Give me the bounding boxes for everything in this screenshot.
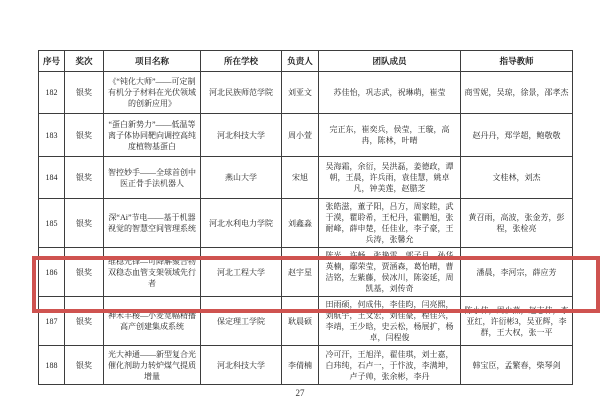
cell-team: 田雨硕，何成伟，李佳昀，闫亮熙，刘航宇，王文宏，刘佳豪，程佳兴，李靖，王少晗，史云松，杨展扩，杨卓，闫程俊 [319, 297, 461, 346]
cell-school: 河北民族师范学院 [201, 72, 282, 114]
header-leader: 负责人 [282, 51, 319, 72]
cell-leader: 刘鑫淼 [282, 199, 319, 248]
cell-award: 银奖 [65, 346, 104, 385]
cell-advisors: 黄召雨，高波，张金芳，彭程，张检亮 [461, 199, 573, 248]
cell-team: 冷可汗，王旭洋，翟佳琪，刘士嘉，白玮纯，石卢一，于忭波，李满坤，卢子帅，张余彬，李丹 [319, 346, 461, 385]
header-award: 奖次 [65, 51, 104, 72]
cell-advisors: 文桂林，刘杰 [461, 157, 573, 199]
cell-project: 神禾丰稷—小麦宽幅精播高产创建集成系统 [104, 297, 201, 346]
cell-leader: 宋旭 [282, 157, 319, 199]
header-school: 所在学校 [201, 51, 282, 72]
table-header-row [39, 51, 573, 72]
cell-advisors: 赵丹丹，郑学超，鲍敬敬 [461, 114, 573, 157]
cell-advisors: 韩宝臣，孟繁春，柴琴剑 [461, 346, 573, 385]
cell-school: 河北科技大学 [201, 114, 282, 157]
cell-no: 186 [39, 248, 65, 297]
page-number: 27 [295, 388, 305, 398]
cell-award: 银奖 [65, 248, 104, 297]
cell-project: 维稳先锋—可降解聚合物双稳态血管支架领域先行者 [104, 248, 201, 297]
cell-school: 燕山大学 [201, 157, 282, 199]
cell-no: 188 [39, 346, 65, 385]
table-row [39, 199, 573, 248]
cell-team: 陈光，许畅，张艳雷，郭子月，孙华英楠，鄢荣莹，贾涵森，葛怡晴，曹洁铭，左紫藤，侯冰川，陈姿延，周凯基，刘传奇 [319, 248, 461, 297]
cell-team: 苏佳怡，巩志武，祝琳萌，崔莹 [319, 72, 461, 114]
cell-school: 河北科技大学 [201, 346, 282, 385]
header-no: 序号 [39, 51, 65, 72]
cell-advisors: 陈小伟，周少燕，赵志伟，李亚红，许衍彬3，吴亚辉，李群，王大权，张一平 [461, 297, 573, 346]
table-row [39, 114, 573, 157]
cell-no: 182 [39, 72, 65, 114]
cell-leader: 李倩楠 [282, 346, 319, 385]
cell-project: 智控妙手——全球首创中医正骨手法机器人 [104, 157, 201, 199]
awards-table [38, 50, 573, 385]
cell-leader: 耿晨硕 [282, 297, 319, 346]
table-row [39, 248, 573, 297]
cell-advisors: 潘晨，李河宗，薛应芳 [461, 248, 573, 297]
cell-project: “蛋白新势力”——低温等离子体协同靶向调控高纯度植物基蛋白 [104, 114, 201, 157]
cell-award: 银奖 [65, 297, 104, 346]
cell-leader: 赵宇星 [282, 248, 319, 297]
table-row-highlighted [39, 297, 573, 346]
cell-project: 深“Ai”节电——基于机器视觉的智慧空间管理系统 [104, 199, 201, 248]
cell-award: 银奖 [65, 199, 104, 248]
cell-team: 吴海霜，余衍，吴洪磊，姜德政，谭朝，王晨，许兵雨，袁佳慧，姚卓凡，钟美莲，赵腊芝 [319, 157, 461, 199]
cell-no: 187 [39, 297, 65, 346]
header-team: 团队成员 [319, 51, 461, 72]
table-row [39, 157, 573, 199]
cell-award: 银奖 [65, 72, 104, 114]
cell-leader: 刘亚文 [282, 72, 319, 114]
table-row [39, 72, 573, 114]
header-advisors: 指导教师 [461, 51, 573, 72]
cell-no: 183 [39, 114, 65, 157]
cell-no: 184 [39, 157, 65, 199]
header-project: 项目名称 [104, 51, 201, 72]
cell-project: 光大神通——新型复合光催化剂助力转炉煤气提质增量 [104, 346, 201, 385]
cell-school: 河北水利电力学院 [201, 199, 282, 248]
cell-team: 张皓滋，董子阳，吕方，周家睦，武于漠，瞿聆希，王杞丹，霍鹏旭，张耐峰，薛申楚，任佳业，李子豪，王兵涛，张馨允 [319, 199, 461, 248]
cell-school: 保定理工学院 [201, 297, 282, 346]
cell-team: 完正东，崔奕兵，侯莹，王璇，高冉，陈林，叶晴 [319, 114, 461, 157]
cell-no: 185 [39, 199, 65, 248]
cell-award: 银奖 [65, 114, 104, 157]
cell-project: 《“钝化大师”——可定制有机分子材料在光伏领域的创新应用》 [104, 72, 201, 114]
table-row [39, 346, 573, 385]
cell-advisors: 商雪妮，吴琼，徐景，邵孝杰 [461, 72, 573, 114]
cell-leader: 周小萱 [282, 114, 319, 157]
cell-award: 银奖 [65, 157, 104, 199]
cell-school: 河北工程大学 [201, 248, 282, 297]
